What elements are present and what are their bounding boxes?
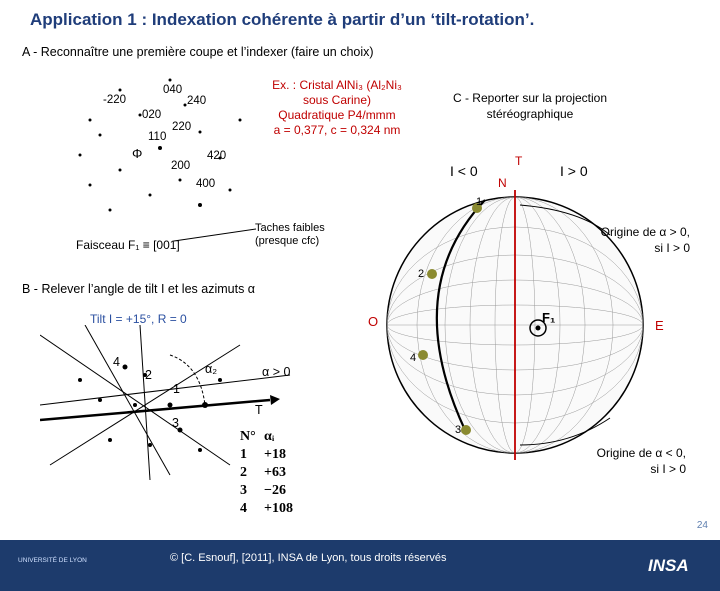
weak-spots-arrow [170, 225, 260, 245]
weak-spots-label: Taches faibles (presque cfc) [255, 222, 325, 247]
pattern2-spot-4: 4 [113, 355, 120, 369]
tilt-negative-label: I < 0 [450, 163, 478, 179]
diffraction-pattern-1 [60, 60, 260, 230]
table-cell: 3 [240, 483, 247, 498]
pattern2-spot-1: 1 [173, 382, 180, 396]
stereo-o-label: O [368, 314, 379, 329]
example-line-2: sous Carine) [302, 93, 372, 107]
origin-top-note: Origine de α > 0, si I > 0 [600, 225, 690, 255]
table-row [240, 500, 293, 518]
pattern1-label-240: 240 [187, 95, 207, 107]
stereo-north-label: N [498, 176, 507, 190]
table-cell: +63 [264, 465, 286, 480]
pattern1-label-220: 220 [172, 121, 192, 133]
table-cell: +108 [264, 501, 293, 516]
stereo-point-1: 1 [476, 196, 483, 208]
pattern1-label-420: 420 [207, 150, 227, 162]
footer-bar [0, 540, 720, 591]
table-row [240, 446, 293, 464]
tilt-positive-label: I > 0 [560, 163, 588, 179]
pattern1-phi: Φ [132, 146, 143, 161]
pattern1-label-040: 040 [163, 84, 183, 96]
table-header [240, 428, 293, 446]
table-row [240, 482, 293, 500]
azimuth-table [240, 428, 293, 518]
insa-logo: INSA [648, 556, 689, 575]
table-header-alpha: αᵢ [264, 429, 275, 444]
pattern1-caption: Faisceau F₁ ≡ [001] [76, 238, 180, 252]
table-cell: 2 [240, 465, 247, 480]
copyright-text: © [C. Esnouf], [2011], INSA de Lyon, tous droits réservés [170, 552, 447, 564]
table-cell: −26 [264, 483, 286, 498]
stereo-point-4: 4 [410, 352, 417, 364]
section-b-heading: B - Relever l’angle de tilt I et les azimuts α [22, 282, 256, 296]
section-c-heading: C - Reporter sur la projection stéréographique [452, 91, 608, 121]
pattern1-label-110: 110 [148, 131, 167, 143]
table-cell: 1 [240, 447, 247, 462]
pattern1-label-200: 200 [171, 160, 191, 172]
page-number: 24 [696, 520, 708, 531]
alpha2-label: α₂ [205, 362, 218, 376]
pattern2-spot-2: 2 [145, 368, 152, 382]
example-line-3: Quadratique P4/mmm [278, 108, 396, 122]
page-title: Application 1 : Indexation cohérente à partir d’un ‘tilt-rotation’. [30, 10, 535, 29]
stereo-point-3: 3 [455, 424, 462, 436]
table-header-n: N° [240, 429, 256, 444]
pattern1-label-020: 020 [142, 109, 162, 121]
origin-bottom-note: Origine de α < 0, si I > 0 [596, 446, 686, 476]
stereo-f1-label: F₁ [542, 310, 556, 325]
pattern1-label-400: 400 [196, 178, 216, 190]
table-cell: 4 [240, 501, 247, 516]
stereo-t-label: T [515, 154, 523, 168]
stereo-point-2: 2 [418, 268, 425, 280]
university-logo: UNIVERSITÉ DE LYON [18, 557, 87, 564]
table-cell: +18 [264, 447, 286, 462]
table-row [240, 464, 293, 482]
tilt-axis-label: T [255, 403, 263, 417]
pattern2-spot-3: 3 [172, 416, 179, 430]
example-line-1: Ex. : Cristal AlNi₃ (Al₂Ni₃ [272, 78, 402, 92]
alpha-positive-label: α > 0 [262, 365, 291, 379]
pattern1-label-m220: -220 [103, 94, 127, 106]
tilt-label: Tilt I = +15°, R = 0 [90, 312, 187, 326]
stereo-east-label: E [655, 318, 664, 333]
example-line-4: a = 0,377, c = 0,324 nm [273, 123, 401, 137]
section-a-heading: A - Reconnaître une première coupe et l’indexer (faire un choix) [22, 45, 374, 59]
